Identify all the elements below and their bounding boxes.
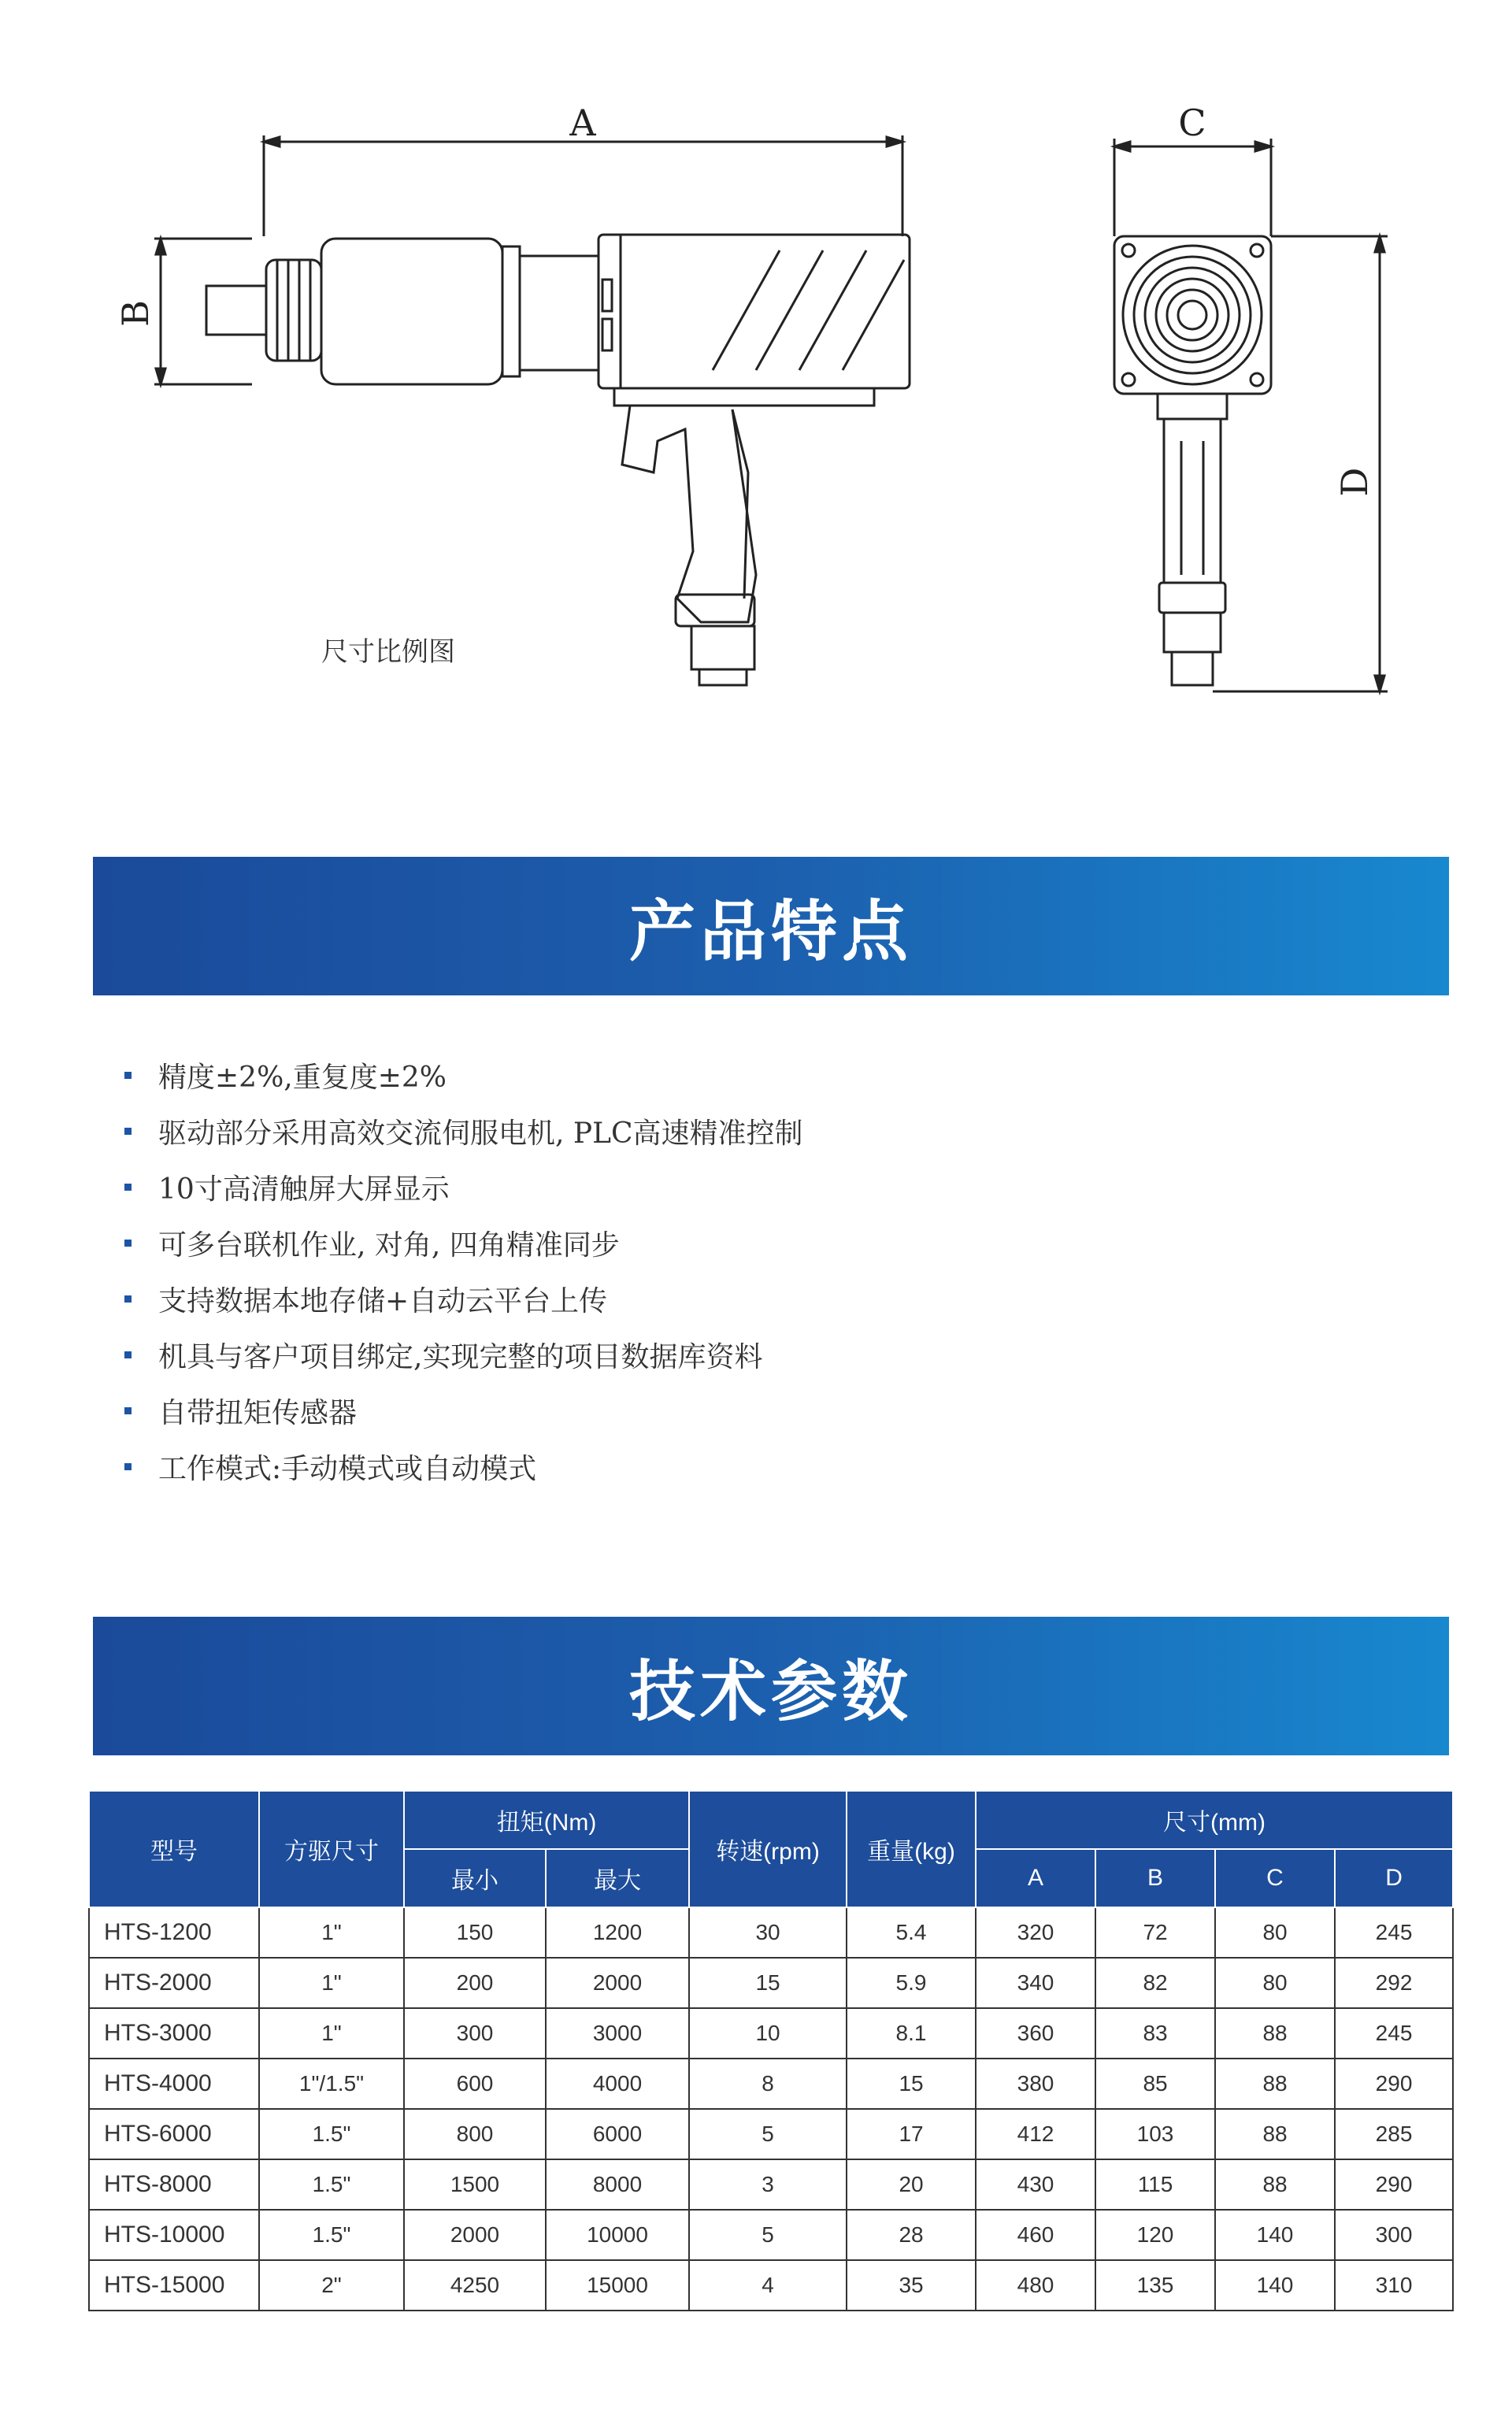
table-row — [89, 2008, 1453, 2059]
cell-d: 290 — [1335, 2059, 1453, 2109]
cell-torque-max: 3000 — [546, 2008, 689, 2059]
header-torque-min: 最小 — [404, 1849, 546, 1907]
cell-a: 380 — [976, 2059, 1095, 2109]
dim-label-d: D — [1333, 467, 1376, 497]
cell-b: 85 — [1095, 2059, 1215, 2109]
cell-b: 120 — [1095, 2210, 1215, 2260]
cell-torque-min: 600 — [404, 2059, 546, 2109]
cell-b: 83 — [1095, 2008, 1215, 2059]
table-row — [89, 2260, 1453, 2311]
cell-torque-min: 1500 — [404, 2159, 546, 2210]
table-row — [89, 2109, 1453, 2159]
cell-b: 135 — [1095, 2260, 1215, 2311]
cell-d: 290 — [1335, 2159, 1453, 2210]
dimension-drawing — [0, 0, 1512, 709]
cell-c: 80 — [1215, 1907, 1335, 1958]
cell-model: HTS-8000 — [89, 2159, 259, 2210]
cell-b: 82 — [1095, 1958, 1215, 2008]
dim-label-c: C — [1178, 102, 1206, 144]
cell-c: 80 — [1215, 1958, 1335, 2008]
cell-speed: 10 — [689, 2008, 847, 2059]
list-item — [118, 1383, 803, 1439]
cell-model: HTS-15000 — [89, 2260, 259, 2311]
cell-speed: 5 — [689, 2109, 847, 2159]
dimension-c — [1114, 102, 1271, 236]
feature-text: 10寸高清触屏大屏显示 — [158, 1173, 450, 1206]
cell-torque-min: 2000 — [404, 2210, 546, 2260]
tool-side-view — [206, 235, 910, 685]
cell-torque-max: 8000 — [546, 2159, 689, 2210]
bullet-icon — [124, 1295, 132, 1303]
cell-c: 88 — [1215, 2008, 1335, 2059]
drawing-caption: 尺寸比例图 — [321, 636, 455, 668]
cell-a: 320 — [976, 1907, 1095, 1958]
features-list — [118, 1047, 803, 1495]
cell-speed: 3 — [689, 2159, 847, 2210]
cell-torque-max: 6000 — [546, 2109, 689, 2159]
header-drive: 方驱尺寸 — [259, 1791, 404, 1907]
cell-speed: 4 — [689, 2260, 847, 2311]
cell-a: 430 — [976, 2159, 1095, 2210]
cell-c: 88 — [1215, 2109, 1335, 2159]
cell-drive: 1"/1.5" — [259, 2059, 404, 2109]
table-row — [89, 2059, 1453, 2109]
cell-drive: 1" — [259, 1907, 404, 1958]
cell-model: HTS-2000 — [89, 1958, 259, 2008]
cell-torque-max: 15000 — [546, 2260, 689, 2311]
cell-drive: 1" — [259, 2008, 404, 2059]
list-item — [118, 1047, 803, 1103]
features-title: 产品特点 — [628, 891, 913, 970]
header-torque-max: 最大 — [546, 1849, 689, 1907]
cell-torque-min: 800 — [404, 2109, 546, 2159]
cell-torque-min: 200 — [404, 1958, 546, 2008]
cell-model: HTS-3000 — [89, 2008, 259, 2059]
specs-banner — [93, 1617, 1449, 1755]
dimension-b — [114, 239, 252, 384]
cell-drive: 1.5" — [259, 2159, 404, 2210]
list-item — [118, 1271, 803, 1327]
cell-a: 360 — [976, 2008, 1095, 2059]
cell-model: HTS-4000 — [89, 2059, 259, 2109]
header-size-c: C — [1215, 1849, 1335, 1907]
cell-weight: 5.9 — [847, 1958, 976, 2008]
cell-drive: 2" — [259, 2260, 404, 2311]
cell-torque-max: 4000 — [546, 2059, 689, 2109]
cell-torque-min: 150 — [404, 1907, 546, 1958]
cell-weight: 8.1 — [847, 2008, 976, 2059]
feature-text: 可多台联机作业, 对角, 四角精准同步 — [158, 1229, 620, 1262]
cell-model: HTS-6000 — [89, 2109, 259, 2159]
feature-text: 机具与客户项目绑定,实现完整的项目数据库资料 — [158, 1341, 763, 1373]
cell-torque-max: 2000 — [546, 1958, 689, 2008]
cell-torque-max: 1200 — [546, 1907, 689, 1958]
bullet-icon — [124, 1240, 132, 1247]
cell-model: HTS-10000 — [89, 2210, 259, 2260]
table-row — [89, 1907, 1453, 1958]
feature-text: 支持数据本地存储+自动云平台上传 — [158, 1285, 608, 1317]
cell-model: HTS-1200 — [89, 1907, 259, 1958]
cell-speed: 5 — [689, 2210, 847, 2260]
cell-a: 480 — [976, 2260, 1095, 2311]
cell-b: 103 — [1095, 2109, 1215, 2159]
header-model: 型号 — [89, 1791, 259, 1907]
list-item — [118, 1215, 803, 1271]
feature-text: 驱动部分采用高效交流伺服电机, PLC高速精准控制 — [158, 1117, 803, 1150]
list-item — [118, 1327, 803, 1383]
cell-a: 412 — [976, 2109, 1095, 2159]
features-banner — [93, 857, 1449, 995]
bullet-icon — [124, 1351, 132, 1358]
list-item — [118, 1159, 803, 1215]
cell-torque-min: 300 — [404, 2008, 546, 2059]
list-item — [118, 1439, 803, 1495]
header-size-d: D — [1335, 1849, 1453, 1907]
spec-table — [88, 1790, 1454, 2311]
header-size: 尺寸(mm) — [976, 1791, 1453, 1849]
cell-speed: 15 — [689, 1958, 847, 2008]
cell-torque-max: 10000 — [546, 2210, 689, 2260]
cell-c: 140 — [1215, 2260, 1335, 2311]
cell-b: 72 — [1095, 1907, 1215, 1958]
table-row — [89, 2159, 1453, 2210]
cell-a: 460 — [976, 2210, 1095, 2260]
cell-d: 285 — [1335, 2109, 1453, 2159]
feature-text: 工作模式:手动模式或自动模式 — [158, 1453, 537, 1485]
header-speed: 转速(rpm) — [689, 1791, 847, 1907]
cell-d: 292 — [1335, 1958, 1453, 2008]
dim-label-a: A — [569, 102, 596, 144]
cell-weight: 15 — [847, 2059, 976, 2109]
cell-drive: 1.5" — [259, 2109, 404, 2159]
cell-drive: 1" — [259, 1958, 404, 2008]
cell-d: 300 — [1335, 2210, 1453, 2260]
cell-weight: 17 — [847, 2109, 976, 2159]
header-size-b: B — [1095, 1849, 1215, 1907]
header-size-a: A — [976, 1849, 1095, 1907]
header-weight: 重量(kg) — [847, 1791, 976, 1907]
cell-d: 245 — [1335, 1907, 1453, 1958]
cell-a: 340 — [976, 1958, 1095, 2008]
dim-label-b: B — [114, 300, 157, 327]
bullet-icon — [124, 1407, 132, 1414]
table-row — [89, 2210, 1453, 2260]
bullet-icon — [124, 1184, 132, 1191]
feature-text: 自带扭矩传感器 — [158, 1397, 358, 1429]
cell-torque-min: 4250 — [404, 2260, 546, 2311]
bullet-icon — [124, 1128, 132, 1135]
list-item — [118, 1103, 803, 1159]
cell-speed: 8 — [689, 2059, 847, 2109]
tool-front-view — [1114, 236, 1271, 685]
cell-c: 88 — [1215, 2159, 1335, 2210]
cell-weight: 35 — [847, 2260, 976, 2311]
cell-weight: 5.4 — [847, 1907, 976, 1958]
bullet-icon — [124, 1463, 132, 1470]
cell-drive: 1.5" — [259, 2210, 404, 2260]
dimension-a — [264, 102, 902, 236]
cell-d: 245 — [1335, 2008, 1453, 2059]
header-torque: 扭矩(Nm) — [404, 1791, 689, 1849]
cell-c: 140 — [1215, 2210, 1335, 2260]
cell-weight: 20 — [847, 2159, 976, 2210]
bullet-icon — [124, 1072, 132, 1079]
feature-text: 精度±2%,重复度±2% — [158, 1062, 447, 1094]
cell-d: 310 — [1335, 2260, 1453, 2311]
specs-title: 技术参数 — [628, 1651, 913, 1730]
cell-c: 88 — [1215, 2059, 1335, 2109]
cell-b: 115 — [1095, 2159, 1215, 2210]
cell-weight: 28 — [847, 2210, 976, 2260]
cell-speed: 30 — [689, 1907, 847, 1958]
table-row — [89, 1958, 1453, 2008]
